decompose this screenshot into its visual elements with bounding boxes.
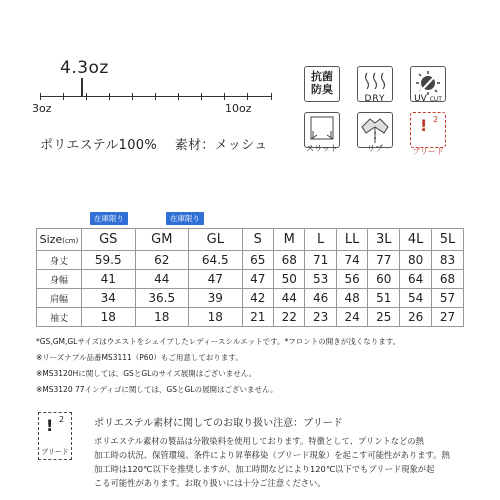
scale-tick: [40, 93, 41, 100]
table-cell: 34: [82, 289, 136, 308]
feature-label: 防臭: [311, 83, 333, 96]
table-cell: 53: [305, 270, 336, 289]
rib-caption: リブ: [367, 144, 383, 153]
uv-cut-caption: [403, 94, 453, 104]
bleed-grade: 2: [433, 115, 439, 124]
table-row: [37, 251, 464, 270]
scale-tick: [178, 93, 179, 100]
care-text-line: 加工時の状況、保管環境、条件により昇華移染（ブリード現象）を起こす可能性があります。熱: [94, 450, 450, 460]
table-cell: 56: [336, 270, 367, 289]
table-cell: 80: [400, 251, 432, 270]
size-col-header: 4L: [400, 229, 432, 251]
table-cell: 59.5: [82, 251, 136, 270]
table-cell: 64: [400, 270, 432, 289]
size-table: [36, 228, 464, 327]
table-cell: 60: [368, 270, 400, 289]
bleed-care-icon: [38, 412, 72, 460]
table-cell: 36.5: [135, 289, 189, 308]
table-row: [37, 308, 464, 327]
size-unit: (cm): [62, 237, 79, 245]
scale-tick: [63, 93, 64, 100]
table-cell: 26: [400, 308, 432, 327]
table-cell: 74: [336, 251, 367, 270]
table-cell: 23: [305, 308, 336, 327]
row-label: 袖丈: [37, 308, 82, 327]
table-cell: 62: [135, 251, 189, 270]
table-cell: 44: [135, 270, 189, 289]
table-cell: 54: [400, 289, 432, 308]
care-text-line: ポリエステル素材の製品は分散染料を使用しております。特徴として、プリントなどの熱: [94, 436, 424, 446]
table-cell: 24: [336, 308, 367, 327]
table-cell: 39: [189, 289, 243, 308]
footnote: ※MS3120Hに関しては、GSとGLのサイズ展開はございません。: [36, 369, 257, 378]
size-col-header: 3L: [368, 229, 400, 251]
size-col-header: S: [242, 229, 273, 251]
table-cell: 71: [305, 251, 336, 270]
uv-caption-small: CUT: [429, 96, 442, 103]
row-label: 身幅: [37, 270, 82, 289]
exclamation-icon: !: [420, 116, 428, 135]
table-row: [37, 270, 464, 289]
care-text-line: 加工時は120℃以下を推奨しますが、加工時間などにより120℃以下でもブリード現象が起: [94, 464, 435, 474]
scale-tick: [247, 93, 248, 100]
weight-scale: [40, 96, 272, 97]
scale-tick: [271, 93, 272, 100]
table-cell: 77: [368, 251, 400, 270]
stock-limited-badge: 在庫限り: [166, 212, 204, 225]
table-cell: 65: [242, 251, 273, 270]
footnote: ※リーズナブル品番MS3111（P60）もご用意しております。: [36, 353, 243, 362]
table-cell: 48: [336, 289, 367, 308]
scale-tick: [224, 93, 225, 100]
uv-caption-main: UV: [414, 94, 427, 104]
care-icon-label: ブリード: [41, 448, 69, 456]
row-label: 肩幅: [37, 289, 82, 308]
table-cell: 51: [368, 289, 400, 308]
scale-min-label: 3oz: [32, 102, 52, 115]
size-col-header: GM: [135, 229, 189, 251]
table-cell: 64.5: [189, 251, 243, 270]
antibacterial-deodorant-icon: [304, 66, 340, 102]
table-cell: 44: [273, 289, 304, 308]
table-cell: 42: [242, 289, 273, 308]
table-cell: 47: [242, 270, 273, 289]
care-grade: 2: [59, 415, 65, 424]
size-header-label: [37, 229, 82, 251]
table-cell: 18: [135, 308, 189, 327]
scale-tick: [109, 93, 110, 100]
size-header-row: [37, 229, 464, 251]
stock-limited-badge: 在庫限り: [90, 212, 128, 225]
table-cell: 83: [432, 251, 464, 270]
table-cell: 27: [432, 308, 464, 327]
weight-scale-marker: [81, 78, 83, 97]
table-cell: 18: [189, 308, 243, 327]
size-col-header: GS: [82, 229, 136, 251]
feature-label: 抗菌: [311, 70, 333, 83]
table-cell: 47: [189, 270, 243, 289]
table-cell: 68: [432, 270, 464, 289]
table-cell: 22: [273, 308, 304, 327]
size-label: Size: [39, 233, 63, 246]
table-cell: 46: [305, 289, 336, 308]
table-cell: 21: [242, 308, 273, 327]
size-col-header: LL: [336, 229, 367, 251]
fabric-weight-value: 4.3oz: [60, 58, 109, 78]
table-cell: 57: [432, 289, 464, 308]
bleed-caption: ブリード: [412, 147, 444, 156]
slit-caption: スリット: [306, 144, 338, 153]
scale-tick: [132, 93, 133, 100]
table-cell: 50: [273, 270, 304, 289]
care-text-line: こる可能性があります。お取り扱いには十分ご注意ください。: [94, 478, 326, 488]
footnote: *GS,GM,GLサイズはウエストをシェイプしたレディースシルエットです。*フロントの開きが浅くなります。: [36, 337, 401, 346]
table-cell: 68: [273, 251, 304, 270]
scale-tick: [201, 93, 202, 100]
exclamation-icon: !: [46, 416, 54, 435]
dry-caption: DRY: [364, 94, 386, 104]
size-col-header: 5L: [432, 229, 464, 251]
scale-tick: [86, 93, 87, 100]
footnote: ※MS3120 77インディゴに関しては、GSとGLの展開はございません。: [36, 385, 278, 394]
table-cell: 18: [82, 308, 136, 327]
size-col-header: GL: [189, 229, 243, 251]
size-col-header: L: [305, 229, 336, 251]
care-title: ポリエステル素材に関してのお取り扱い注意：ブリード: [94, 418, 343, 429]
row-label: 身丈: [37, 251, 82, 270]
scale-max-label: 10oz: [225, 102, 252, 115]
bleed-warning-icon: [410, 112, 446, 148]
size-col-header: M: [273, 229, 304, 251]
table-row: [37, 289, 464, 308]
material-spec: ポリエステル100% 素材：メッシュ: [40, 138, 268, 153]
table-cell: 25: [368, 308, 400, 327]
table-cell: 41: [82, 270, 136, 289]
scale-tick: [155, 93, 156, 100]
